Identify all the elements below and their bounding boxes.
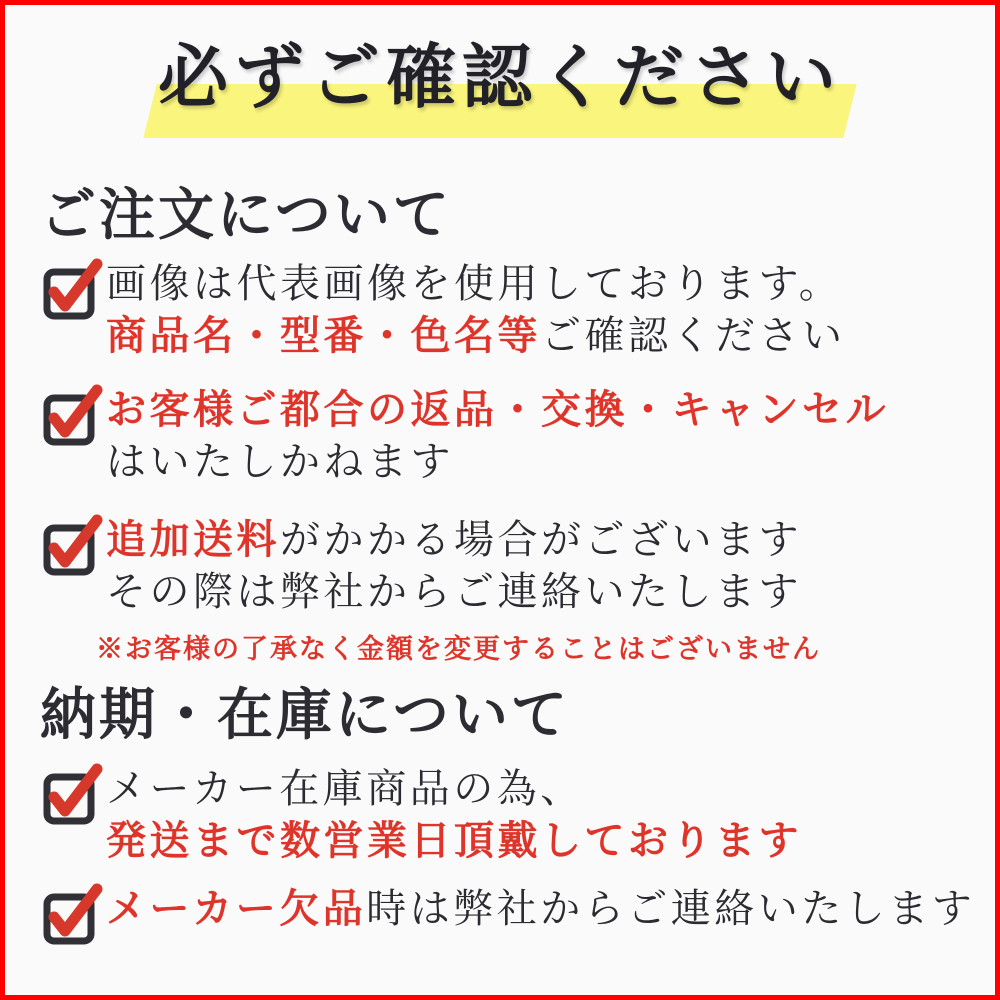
checklist-item-maker-stock <box>42 763 972 867</box>
checkbox-checked-icon <box>42 883 100 945</box>
page-title: 必ずご確認ください <box>158 40 842 117</box>
item-line <box>106 514 972 566</box>
item-line <box>106 258 972 310</box>
item-line <box>106 384 972 436</box>
checklist-item-maker-shortage <box>42 883 976 935</box>
checklist-item-returns <box>42 384 972 488</box>
item-text-segment: 画像は代表画像を使用しております。 <box>106 261 843 306</box>
item-line <box>106 566 972 618</box>
item-text-segment: 時は弊社からご連絡いたします <box>366 886 976 931</box>
item-text <box>96 514 972 667</box>
item-text-segment: ご確認ください <box>541 313 846 358</box>
item-line <box>106 883 976 935</box>
item-text <box>106 258 972 362</box>
checkbox-checked-icon <box>42 384 100 446</box>
checklist-item-representative-image <box>42 258 972 362</box>
section-heading-order: ご注文について <box>40 185 452 247</box>
item-text-segment: メーカー欠品 <box>106 886 367 931</box>
item-text <box>106 883 976 935</box>
item-text-segment: はいたしかねます <box>106 439 454 484</box>
item-line <box>106 310 972 362</box>
item-text-segment: がかかる場合がございます <box>280 517 802 562</box>
item-text-segment: 商品名・型番・色名等 <box>106 313 541 358</box>
checklist-item-extra-shipping <box>42 514 972 667</box>
item-text <box>106 384 972 488</box>
item-text <box>106 763 972 867</box>
item-text-segment: 発送まで数営業日頂戴しております <box>106 818 802 863</box>
title-banner <box>0 28 1000 130</box>
checkbox-checked-icon <box>42 258 100 320</box>
checkbox-checked-icon <box>42 763 100 825</box>
item-text-segment: その際は弊社からご連絡いたします <box>106 569 802 614</box>
item-line <box>106 815 972 867</box>
item-line <box>106 436 972 488</box>
item-text-segment: メーカー在庫商品の為、 <box>106 766 584 811</box>
item-line <box>106 763 972 815</box>
item-text-segment: 追加送料 <box>106 517 280 562</box>
checkbox-checked-icon <box>42 514 100 576</box>
note-text: ※お客様の了承なく金額を変更することはございません <box>96 634 821 664</box>
section-heading-stock: 納期・在庫について <box>40 685 570 747</box>
item-text-segment: お客様ご都合の返品・交換・キャンセル <box>106 387 889 432</box>
